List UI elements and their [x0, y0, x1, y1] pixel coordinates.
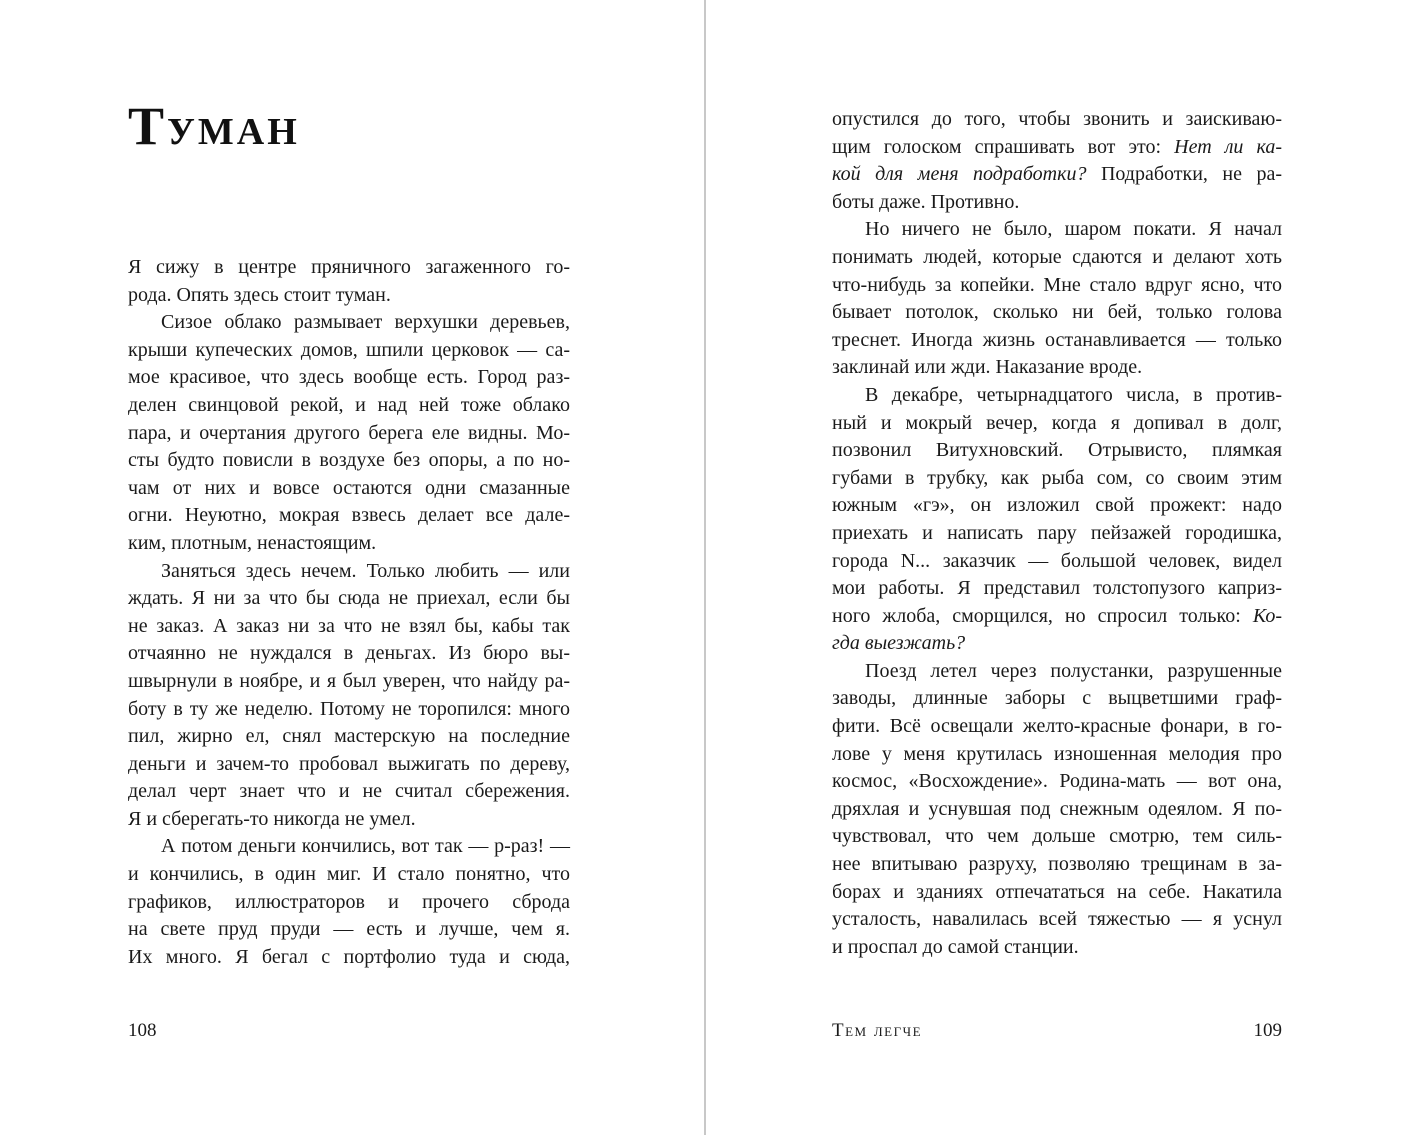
text-line	[128, 309, 570, 337]
text-segment: отчаянно не нуждался в деньгах. Из бюро вы-	[128, 642, 570, 665]
text-line	[832, 630, 1282, 658]
text-line	[128, 364, 570, 392]
text-line	[832, 244, 1282, 272]
text-line	[128, 475, 570, 503]
text-segment: щим голоском спрашивать вот это:	[832, 135, 1175, 158]
text-line	[128, 392, 570, 420]
text-segment: заклинай или жди. Наказание вроде.	[832, 356, 1143, 379]
text-segment: огни. Неуютно, мокрая взвесь делает все дале-	[128, 504, 570, 527]
text-line	[832, 492, 1282, 520]
text-segment: не заказ. А заказ ни за что не взял бы, кабы так	[128, 614, 570, 637]
text-segment: пара, и очертания другого берега еле видны. Мо-	[128, 421, 570, 444]
text-line	[832, 382, 1282, 410]
text-segment: боты даже. Противно.	[832, 190, 1020, 213]
text-segment: лове у меня крутилась изношенная мелодия про	[832, 742, 1282, 765]
text-line	[832, 548, 1282, 576]
text-line	[832, 437, 1282, 465]
italic-text-segment: кой для меня подработки?	[832, 163, 1087, 186]
text-segment: чувствовал, что чем дольше смотрю, тем силь-	[832, 825, 1282, 848]
text-line	[832, 879, 1282, 907]
text-line	[832, 658, 1282, 686]
text-segment: деньги и зачем-то пробовал выжигать по дереву,	[128, 752, 570, 775]
text-segment: рода. Опять здесь стоит туман.	[128, 283, 391, 306]
text-line	[832, 272, 1282, 300]
text-segment: усталость, навалилась всей тяжестью — я уснул	[832, 908, 1282, 931]
text-segment: делал черт знает что и не считал сбережения.	[128, 780, 570, 803]
text-line	[128, 558, 570, 586]
text-segment: ким, плотным, ненастоящим.	[128, 531, 377, 554]
text-line	[128, 640, 570, 668]
text-segment: боту в ту же неделю. Потому не торопился: много	[128, 697, 570, 720]
right-page-body-text	[832, 106, 1282, 961]
text-segment: заводы, длинные заборы с выцветшими граф-	[832, 687, 1282, 710]
text-segment: бывает потолок, сколько ни бей, только голова	[832, 301, 1282, 324]
text-line	[832, 354, 1282, 382]
text-segment: что-нибудь за копейки. Мне стало вдруг ясно, что	[832, 273, 1282, 296]
text-line	[832, 796, 1282, 824]
text-line	[128, 668, 570, 696]
text-line	[128, 806, 570, 834]
text-line	[832, 299, 1282, 327]
text-segment: ждать. Я ни за что бы сюда не приехал, если бы	[128, 587, 570, 610]
text-line	[128, 778, 570, 806]
text-segment: борах и зданиях отпечататься на себе. Накатила	[832, 880, 1282, 903]
text-line	[832, 603, 1282, 631]
text-segment: космос, «Восхождение». Родина-мать — вот она,	[832, 770, 1282, 793]
text-segment: понимать людей, которые сдаются и делают хоть	[832, 245, 1282, 268]
text-line	[832, 575, 1282, 603]
text-segment: и кончились, в один миг. И стало понятно, что	[128, 863, 570, 886]
text-segment: позвонил Витухновский. Отрывисто, плямкая	[832, 439, 1282, 462]
text-segment: чам от них и вовсе остаются одни смазанные	[128, 476, 570, 499]
text-segment: сты будто повисли в воздухе без опоры, а по но-	[128, 449, 570, 472]
text-line	[832, 520, 1282, 548]
text-line	[128, 944, 570, 972]
text-line	[128, 282, 570, 310]
text-line	[832, 713, 1282, 741]
text-line	[128, 861, 570, 889]
text-segment: Подработки, не ра-	[1086, 163, 1283, 186]
text-segment: ного жлоба, сморщился, но спросил только:	[832, 604, 1253, 627]
text-line	[128, 585, 570, 613]
text-line	[832, 216, 1282, 244]
text-segment: южным «гэ», он изложил свой прожект: надо	[832, 494, 1282, 517]
text-line	[832, 768, 1282, 796]
text-segment: делен свинцовой рекой, и над ней тоже облако	[128, 393, 570, 416]
text-segment: Сизое облако размывает верхушки деревьев,	[161, 311, 570, 334]
text-line	[832, 823, 1282, 851]
left-page-body-text	[128, 254, 570, 971]
text-line	[128, 613, 570, 641]
text-line	[832, 741, 1282, 769]
text-segment: Я сижу в центре пряничного загаженного го-	[128, 256, 570, 278]
text-line	[832, 934, 1282, 962]
text-segment: В декабре, четырнадцатого числа, в против-	[865, 383, 1282, 406]
text-line	[832, 851, 1282, 879]
text-line	[128, 723, 570, 751]
text-line	[128, 696, 570, 724]
text-line	[128, 502, 570, 530]
text-line	[832, 106, 1282, 134]
text-line	[128, 447, 570, 475]
text-segment: нее впитываю разруху, позволяю трещинам в за-	[832, 853, 1282, 876]
text-line	[832, 189, 1282, 217]
text-line	[128, 530, 570, 558]
text-segment: Я и сберегать-то никогда не умел.	[128, 807, 416, 830]
text-line	[832, 906, 1282, 934]
text-segment: мои работы. Я представил толстопузого каприз-	[832, 577, 1282, 600]
text-line	[832, 685, 1282, 713]
text-segment: крыши купеческих домов, шпили церковок — са-	[128, 338, 570, 361]
text-line	[832, 134, 1282, 162]
italic-text-segment: Нет ли ка-	[1174, 135, 1282, 158]
text-line	[128, 254, 570, 282]
text-line	[128, 751, 570, 779]
chapter-title: Туман	[128, 96, 300, 156]
text-segment: А потом деньги кончились, вот так — р-раз! —	[161, 835, 570, 858]
text-segment: пил, жирно ел, снял мастерскую на последние	[128, 725, 570, 748]
text-segment: ный и мокрый вечер, когда я допивал в долг,	[832, 411, 1282, 434]
text-segment: фити. Всё освещали желто-красные фонари, в го-	[832, 715, 1282, 738]
text-segment: дряхлая и уснувшая под снежным одеялом. Я по-	[832, 797, 1282, 820]
text-segment: графиков, иллюстраторов и прочего сброда	[128, 890, 570, 913]
text-segment: опустился до того, чтобы звонить и заискиваю-	[832, 108, 1282, 130]
text-segment: города N... заказчик — большой человек, видел	[832, 549, 1282, 572]
text-segment: мое красивое, что здесь вообще есть. Город раз-	[128, 366, 570, 389]
italic-text-segment: гда выезжать?	[832, 632, 966, 655]
text-line	[832, 410, 1282, 438]
page-number-left: 108	[128, 1020, 157, 1041]
page-number-right: 109	[1253, 1020, 1282, 1041]
text-segment: швырнули в ноябре, и я был уверен, что найду ра-	[128, 669, 570, 692]
text-segment: приехать и написать пару пейзажей городишка,	[832, 521, 1282, 544]
text-segment: на свете пруд пруди — есть и лучше, чем я.	[128, 918, 570, 941]
text-line	[128, 916, 570, 944]
text-segment: Заняться здесь нечем. Только любить — или	[161, 559, 570, 582]
page-gutter-divider	[704, 0, 706, 1135]
text-segment: губами в трубку, как рыба сом, со своим этим	[832, 466, 1282, 489]
text-segment: и проспал до самой станции.	[832, 935, 1079, 958]
text-line	[128, 833, 570, 861]
text-line	[128, 889, 570, 917]
running-title: Тем легче	[832, 1020, 923, 1041]
text-line	[832, 465, 1282, 493]
text-segment: Но ничего не было, шаром покати. Я начал	[865, 218, 1282, 241]
text-line	[832, 327, 1282, 355]
text-segment: треснет. Иногда жизнь останавливается — только	[832, 328, 1282, 351]
text-segment: Поезд летел через полустанки, разрушенные	[865, 659, 1282, 682]
italic-text-segment: Ко-	[1252, 604, 1282, 627]
text-line	[832, 161, 1282, 189]
right-page-footer	[832, 1019, 1282, 1044]
text-segment: Их много. Я бегал с портфолио туда и сюда,	[128, 945, 570, 968]
text-line	[128, 420, 570, 448]
text-line	[128, 337, 570, 365]
